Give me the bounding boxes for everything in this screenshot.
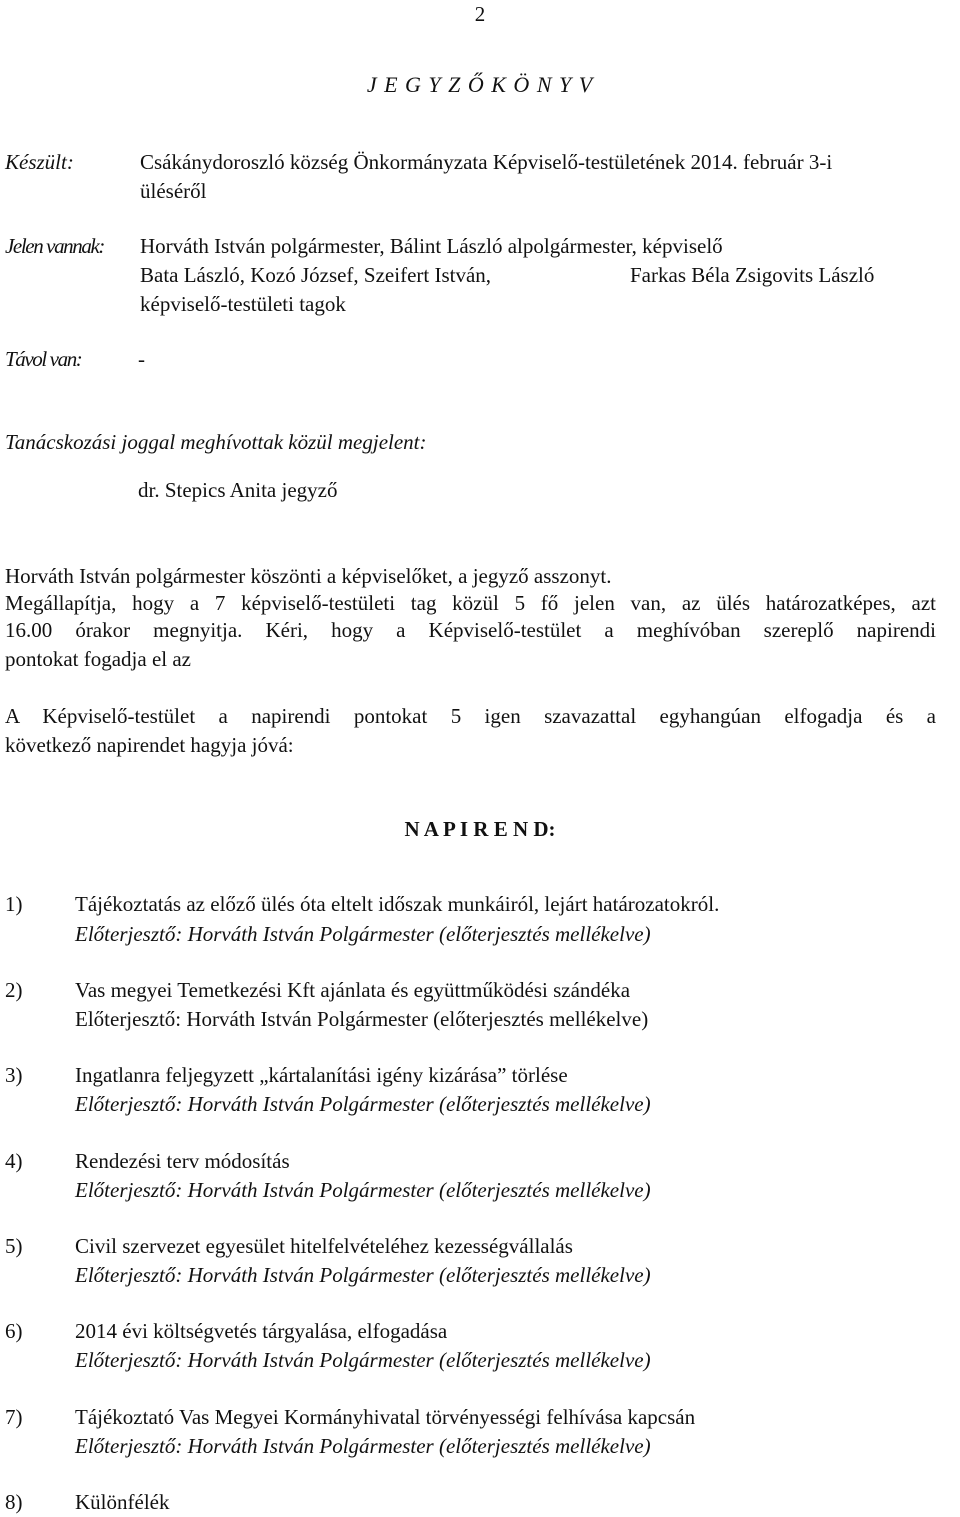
intro-line-4: pontokat fogadja el az: [5, 647, 192, 671]
keszult-label: Készült:: [5, 150, 74, 174]
keszult-line-2: üléséről: [140, 179, 207, 203]
agenda-item-number: 2): [5, 978, 23, 1002]
agenda-item-number: 6): [5, 1319, 23, 1343]
agenda-item-title: Rendezési terv módosítás: [75, 1149, 290, 1173]
agenda-item-presenter: Előterjesztő: Horváth István Polgármester (előterjesztés mellékelve): [75, 1348, 651, 1372]
agenda-item-title: 2014 évi költségvetés tárgyalása, elfogadása: [75, 1319, 448, 1343]
agenda-item-title: Tájékoztató Vas Megyei Kormányhivatal törvényességi felhívása kapcsán: [75, 1405, 696, 1429]
agenda-item-title: Ingatlanra feljegyzett „kártalanítási igény kizárása” törlése: [75, 1063, 568, 1087]
agenda-heading: N A P I R E N D:: [404, 817, 556, 841]
intro-line-2: Megállapítja, hogy a 7 képviselő-testületi tag közül 5 fő jelen van, az ülés határozatképes, azt: [5, 591, 936, 615]
agenda-item-number: 1): [5, 892, 23, 916]
tavol-label: Távol van:: [5, 347, 82, 371]
agenda-item-presenter: Előterjesztő: Horváth István Polgármester (előterjesztés mellékelve): [75, 1434, 651, 1458]
document-title: J E G Y Z Ő K Ö N Y V: [366, 72, 594, 97]
agenda-item-presenter: Előterjesztő: Horváth István Polgármester (előterjesztés mellékelve): [75, 1263, 651, 1287]
decision-line-1: A Képviselő-testület a napirendi pontokat 5 igen szavazattal egyhangúan elfogadja és a: [5, 704, 936, 728]
agenda-item-presenter: Előterjesztő: Horváth István Polgármester (előterjesztés mellékelve): [75, 1178, 651, 1202]
jelen-line-1: Horváth István polgármester, Bálint László alpolgármester, képviselő: [140, 234, 723, 258]
jelen-line-2a: Bata László, Kozó József, Szeifert István,: [140, 263, 492, 287]
agenda-item-title: Tájékoztatás az előző ülés óta eltelt időszak munkáiról, lejárt határozatokról.: [75, 892, 720, 916]
tanacskozasi-label: Tanácskozási joggal meghívottak közül megjelent:: [5, 430, 427, 454]
agenda-item-number: 5): [5, 1234, 23, 1258]
decision-line-2: következő napirendet hagyja jóvá:: [5, 733, 294, 757]
keszult-line-1: Csákánydoroszló község Önkormányzata Képviselő-testületének 2014. február 3-i: [140, 150, 833, 174]
agenda-item-presenter: Előterjesztő: Horváth István Polgármester (előterjesztés mellékelve): [75, 922, 651, 946]
agenda-item-presenter: Előterjesztő: Horváth István Polgármester (előterjesztés mellékelve): [75, 1007, 649, 1031]
tavol-value: -: [138, 347, 145, 371]
agenda-item-number: 4): [5, 1149, 23, 1173]
page-number: 2: [474, 2, 486, 26]
agenda-item-title: Vas megyei Temetkezési Kft ajánlata és együttműködési szándéka: [75, 978, 631, 1002]
agenda-item-number: 8): [5, 1490, 23, 1514]
agenda-item-presenter: Előterjesztő: Horváth István Polgármester (előterjesztés mellékelve): [75, 1092, 651, 1116]
tanacskozasi-value: dr. Stepics Anita jegyző: [138, 478, 338, 502]
agenda-item-number: 3): [5, 1063, 23, 1087]
jelen-label: Jelen vannak:: [5, 234, 104, 258]
jelen-line-2b: Farkas Béla Zsigovits László: [630, 263, 875, 287]
intro-line-3: 16.00 órakor megnyitja. Kéri, hogy a Képviselő-testület a meghívóban szereplő napirendi: [5, 618, 936, 642]
agenda-item-title: Különfélék: [75, 1490, 170, 1514]
jelen-line-3: képviselő-testületi tagok: [140, 292, 346, 316]
agenda-item-title: Civil szervezet egyesület hitelfelvételéhez kezességvállalás: [75, 1234, 573, 1258]
intro-line-1: Horváth István polgármester köszönti a képviselőket, a jegyző asszonyt.: [5, 564, 612, 588]
agenda-item-number: 7): [5, 1405, 23, 1429]
